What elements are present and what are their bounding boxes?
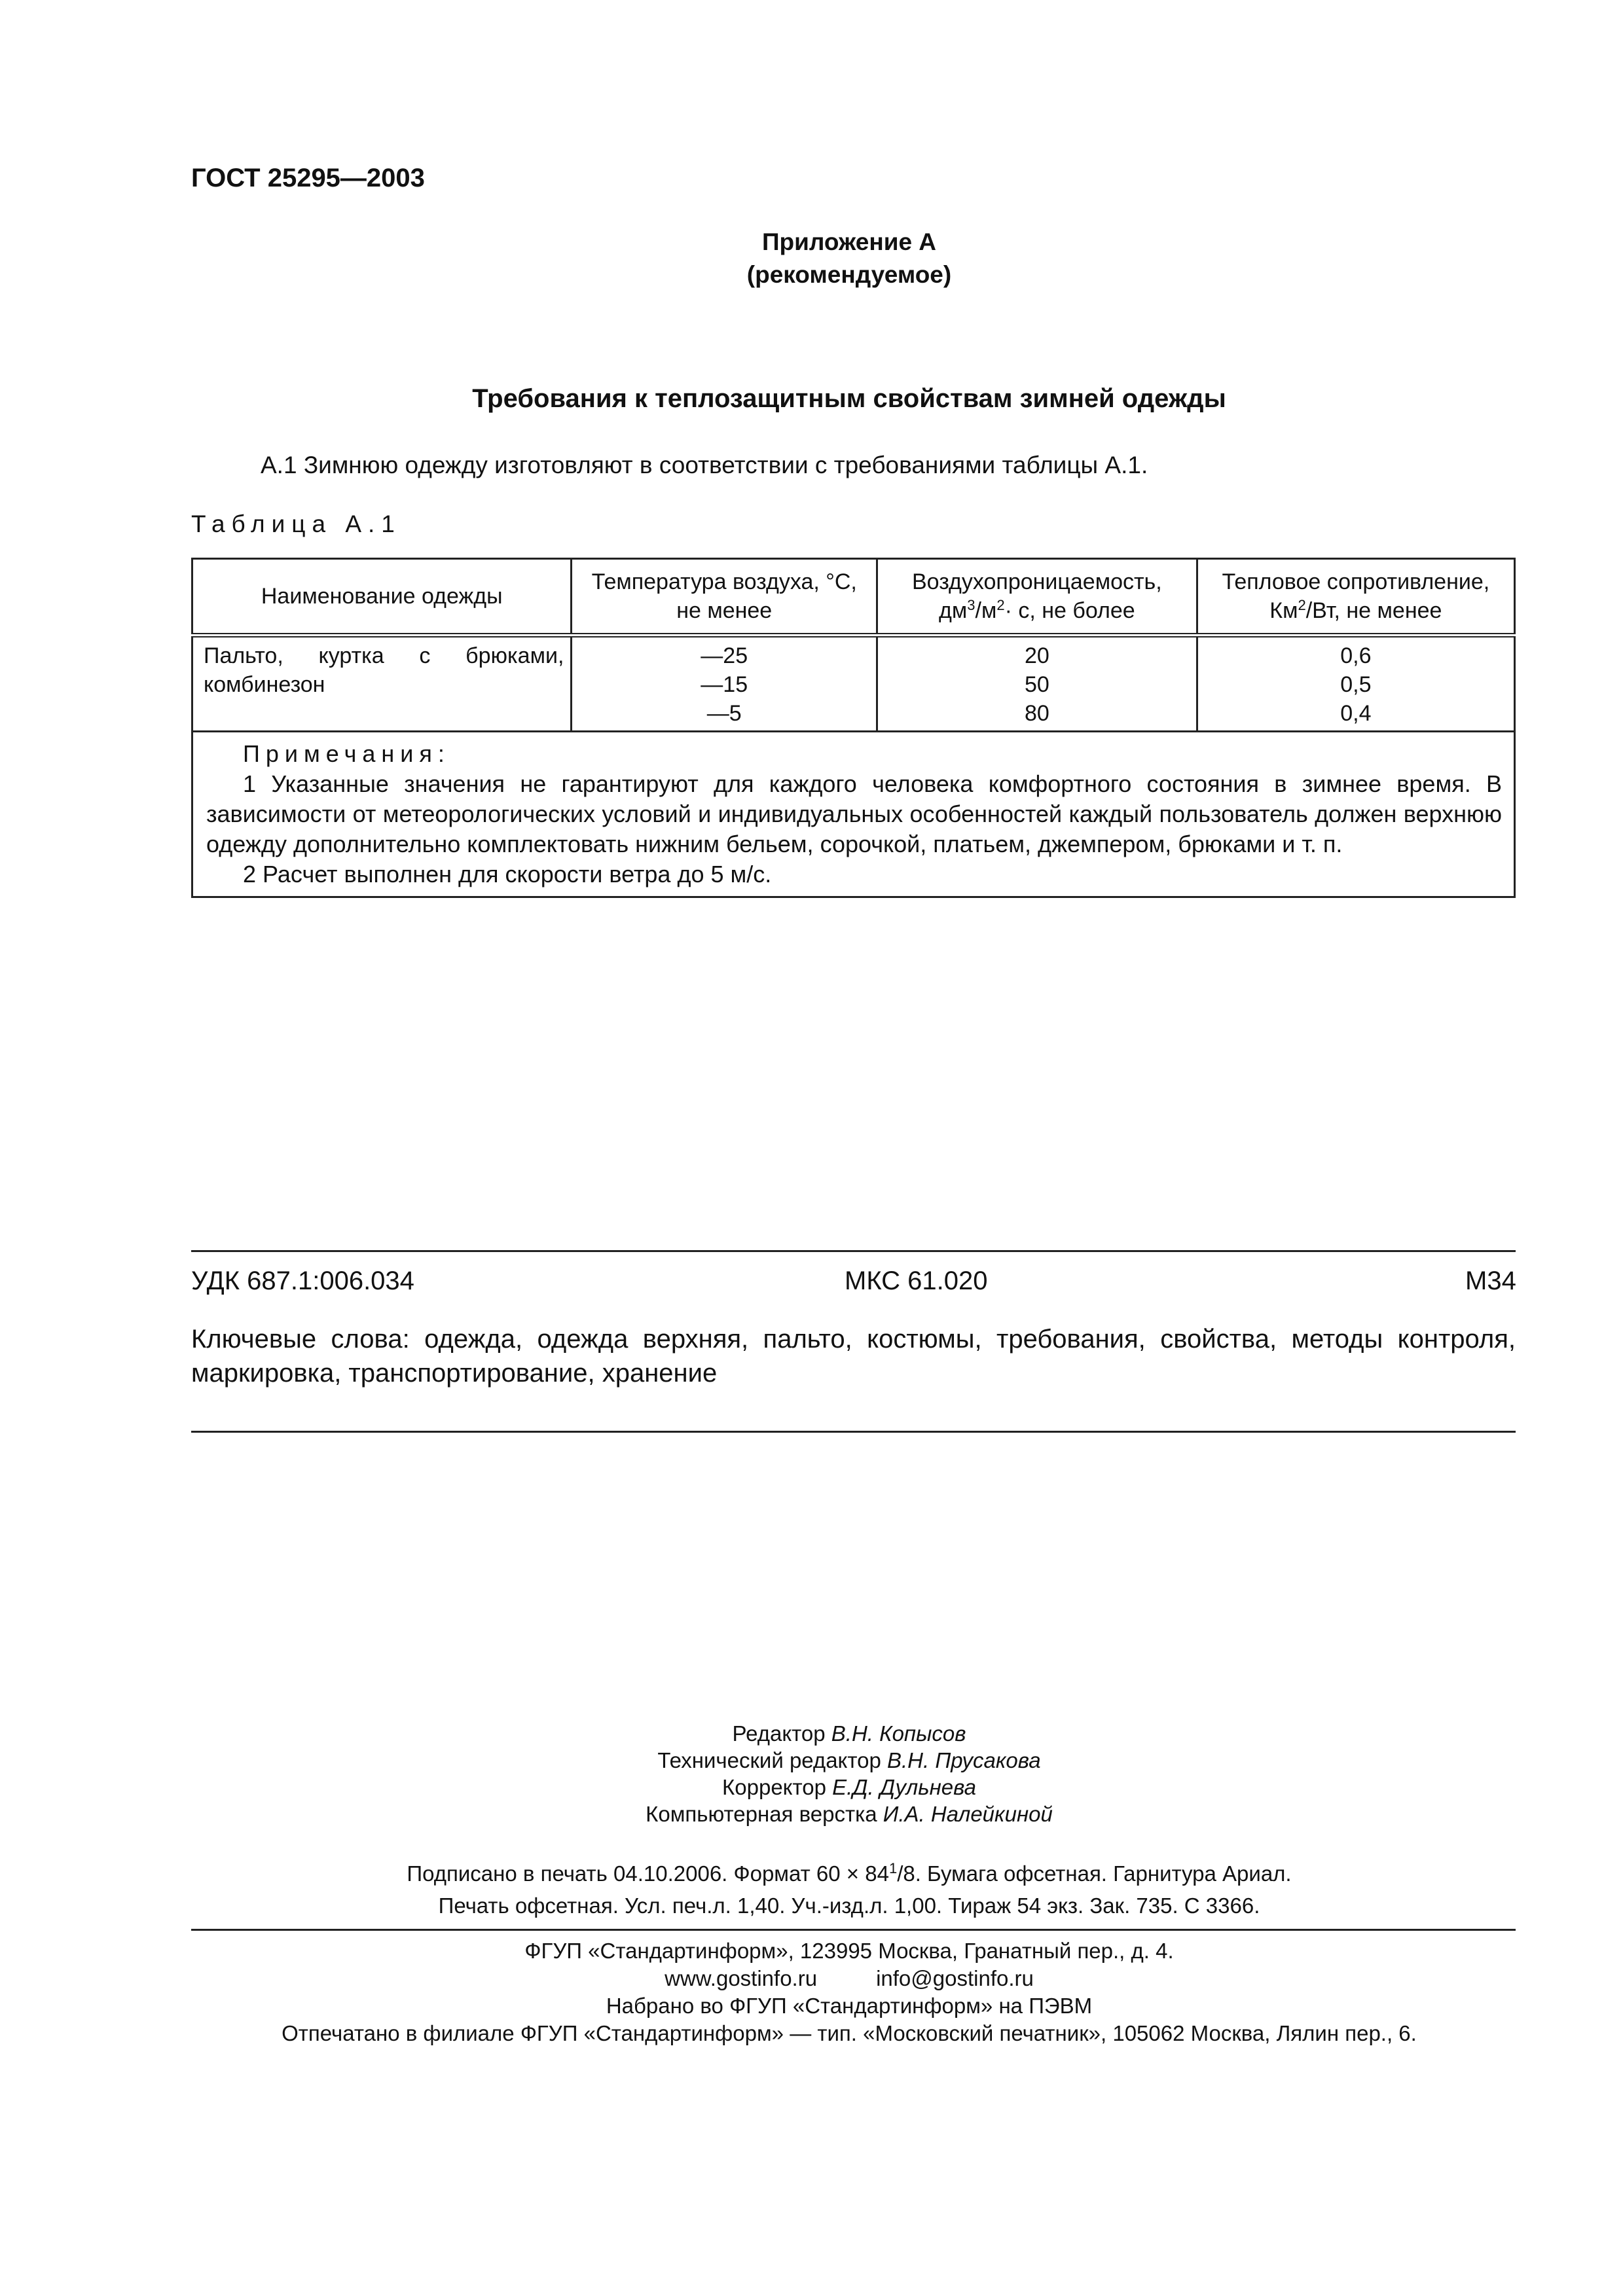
section-title: Требования к теплозащитным свойствам зимней одежды bbox=[472, 384, 1226, 413]
air-permeability-cell bbox=[877, 636, 1197, 732]
clothing-name-cell: Пальто, куртка с брюками, комбинезон bbox=[192, 636, 572, 732]
air-permeability-value: 80 bbox=[1024, 701, 1049, 726]
publisher-address: ФГУП «Стандартинформ», 123995 Москва, Гранатный пер., д. 4. bbox=[524, 1939, 1174, 1963]
header-clothing-name: Наименование одежды bbox=[192, 559, 572, 636]
thermal-resistance-value: 0,5 bbox=[1340, 672, 1372, 697]
document-code: ГОСТ 25295—2003 bbox=[191, 164, 425, 192]
thermal-resistance-value: 0,4 bbox=[1340, 701, 1372, 726]
notes-title: Примечания: bbox=[243, 740, 450, 767]
appendix-title: Приложение А bbox=[761, 228, 937, 255]
air-permeability-value: 20 bbox=[1024, 643, 1049, 668]
header-thermal-resistance: Тепловое сопротивление, $Км^2/Вт$, не менее bbox=[1197, 559, 1514, 636]
printer-info: Отпечатано в филиале ФГУП «Стандартинформ» — тип. «Московский печатник», 105062 Москва, Лялин пер., 6. bbox=[282, 2021, 1417, 2045]
email-link[interactable]: info@gostinfo.ru bbox=[876, 1966, 1034, 1990]
publisher-contacts bbox=[0, 1965, 1623, 1992]
thermal-resistance-value: 0,6 bbox=[1340, 643, 1372, 668]
divider-publisher bbox=[191, 1929, 1516, 1931]
temperature-value: —5 bbox=[706, 701, 742, 726]
credits bbox=[0, 1720, 1623, 1827]
mks-code: МКС 61.020 bbox=[845, 1266, 988, 1295]
print-info bbox=[0, 1857, 1623, 1922]
requirements-table bbox=[191, 558, 1516, 898]
note-1: 1 Указанные значения не гарантируют для каждого человека комфортного состояния в зимнее время. В зависимости от метеорологических условий и индивидуальных особенностей каждый пользователь должен верхнюю одежду дополнительно комплектовать нижним бельем, сорочкой, платьем, джемпером, брюками и т. п. bbox=[206, 770, 1502, 857]
print-info-line-1: Подписано в печать 04.10.2006. Формат $60 \times 84^1/8$. Бумага офсетная. Гарнитура Ариал. bbox=[407, 1860, 1292, 1886]
divider-keywords bbox=[191, 1431, 1516, 1433]
classification-code: М34 bbox=[1465, 1266, 1516, 1295]
air-permeability-value: 50 bbox=[1024, 672, 1049, 697]
appendix-subtitle: (рекомендуемое) bbox=[746, 261, 952, 288]
typeset-info: Набрано во ФГУП «Стандартинформ» на ПЭВМ bbox=[606, 1994, 1093, 2018]
table-notes bbox=[192, 732, 1515, 897]
udk-code: УДК 687.1:006.034 bbox=[191, 1266, 414, 1295]
divider-top bbox=[191, 1250, 1516, 1252]
credit-layout: Компьютерная верстка И.А. Налейкиной bbox=[646, 1802, 1053, 1826]
note-2: 2 Расчет выполнен для скорости ветра до 5 м/с. bbox=[243, 861, 772, 888]
thermal-resistance-cell bbox=[1197, 636, 1514, 732]
temperature-cell bbox=[572, 636, 877, 732]
table-caption: Таблица А.1 bbox=[191, 511, 401, 537]
temperature-value: —15 bbox=[701, 672, 748, 697]
paragraph-a1: А.1 Зимнюю одежду изготовляют в соответствии с требованиями таблицы А.1. bbox=[261, 452, 1148, 478]
website-link[interactable]: www.gostinfo.ru bbox=[665, 1966, 818, 1990]
header-air-temperature: Температура воздуха, °С, не менее bbox=[572, 559, 877, 636]
table-notes-row bbox=[192, 732, 1515, 897]
credit-technical-editor: Технический редактор В.Н. Прусакова bbox=[657, 1748, 1041, 1772]
publisher-info bbox=[0, 1937, 1623, 2047]
print-info-line-2: Печать офсетная. Усл. печ.л. 1,40. Уч.-изд.л. 1,00. Тираж 54 экз. Зак. 735. С 3366. bbox=[438, 1893, 1260, 1918]
credit-editor: Редактор В.Н. Копысов bbox=[732, 1721, 966, 1746]
credit-corrector: Корректор Е.Д. Дульнева bbox=[722, 1775, 976, 1799]
temperature-value: —25 bbox=[701, 643, 748, 668]
keywords: Ключевые слова: одежда, одежда верхняя, пальто, костюмы, требования, свойства, методы контроля, маркировка, транспортирование, хранение bbox=[191, 1325, 1516, 1388]
table-row bbox=[192, 636, 1515, 732]
table-header-row bbox=[192, 559, 1515, 636]
header-air-permeability: Воздухопроницаемость, $дм^3/м^2\cdot с$, не более bbox=[877, 559, 1197, 636]
